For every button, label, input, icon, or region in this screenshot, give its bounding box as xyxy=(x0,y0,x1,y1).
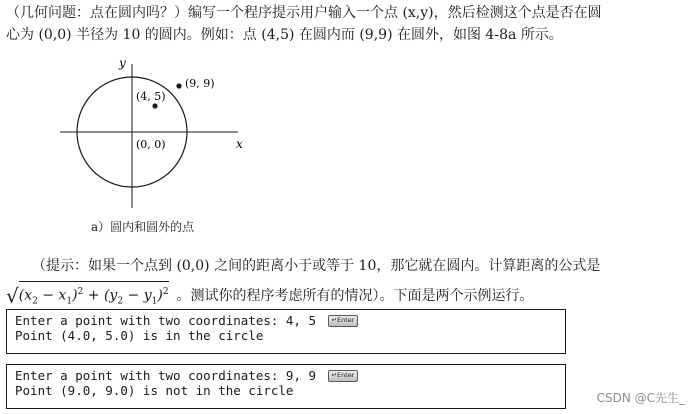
hint-line-2-text: 。测试你的程序考虑所有的情况）。下面是两个示例运行。 xyxy=(176,287,534,304)
x-axis-label: x xyxy=(236,137,243,151)
hint-line-2 xyxy=(6,281,534,310)
outside-point-label: (9, 9) xyxy=(185,77,215,90)
run-1-prompt-row xyxy=(15,313,557,328)
outside-point-marker xyxy=(176,83,181,88)
run-2-prompt: Enter a point with two coordinates: 9, 9 xyxy=(15,368,317,383)
formula-radicand: $(x_2 - x_1)^2 + (y_2 - y_1)^2$ xyxy=(19,281,169,310)
run-1-output: Point (4.0, 5.0) is in the circle xyxy=(15,328,264,343)
run-2-output: Point (9.0, 9.0) is not in the circle xyxy=(15,383,294,398)
intro-line-2: 心为 (0,0) 半径为 10 的圆内。例如：点 (4,5) 在圆内而 (9,9) 在圆外，如图 4-8a 所示。 xyxy=(6,27,563,43)
enter-key-icon: ↵Enter xyxy=(328,370,358,382)
watermark: CSDN @C先生_ xyxy=(596,391,685,405)
origin-label: (0, 0) xyxy=(136,138,166,151)
distance-formula xyxy=(6,281,169,310)
run-2-prompt-row xyxy=(15,368,557,383)
inside-point-marker xyxy=(152,103,157,108)
figure-caption: a）圆内和圆外的点 xyxy=(91,220,195,234)
hint-line-1: （提示：如果一个点到 (0,0) 之间的距离小于或等于 10，那它就在圆内。计算距离的公式是 xyxy=(32,258,601,274)
sqrt-sign-icon: √ xyxy=(6,283,19,308)
run-1-prompt: Enter a point with two coordinates: 4, 5 xyxy=(15,313,317,328)
intro-line-1: （几何问题：点在圆内吗？）编写一个程序提示用户输入一个点 (x,y)，然后检测这个点是否在圆 xyxy=(6,5,602,21)
circle-figure xyxy=(60,52,260,222)
enter-key-icon: ↵Enter xyxy=(328,315,358,327)
sample-run-2 xyxy=(6,364,566,409)
sample-run-1 xyxy=(6,309,566,354)
inside-point-label: (4, 5) xyxy=(136,90,166,103)
y-axis-label: y xyxy=(119,56,126,70)
